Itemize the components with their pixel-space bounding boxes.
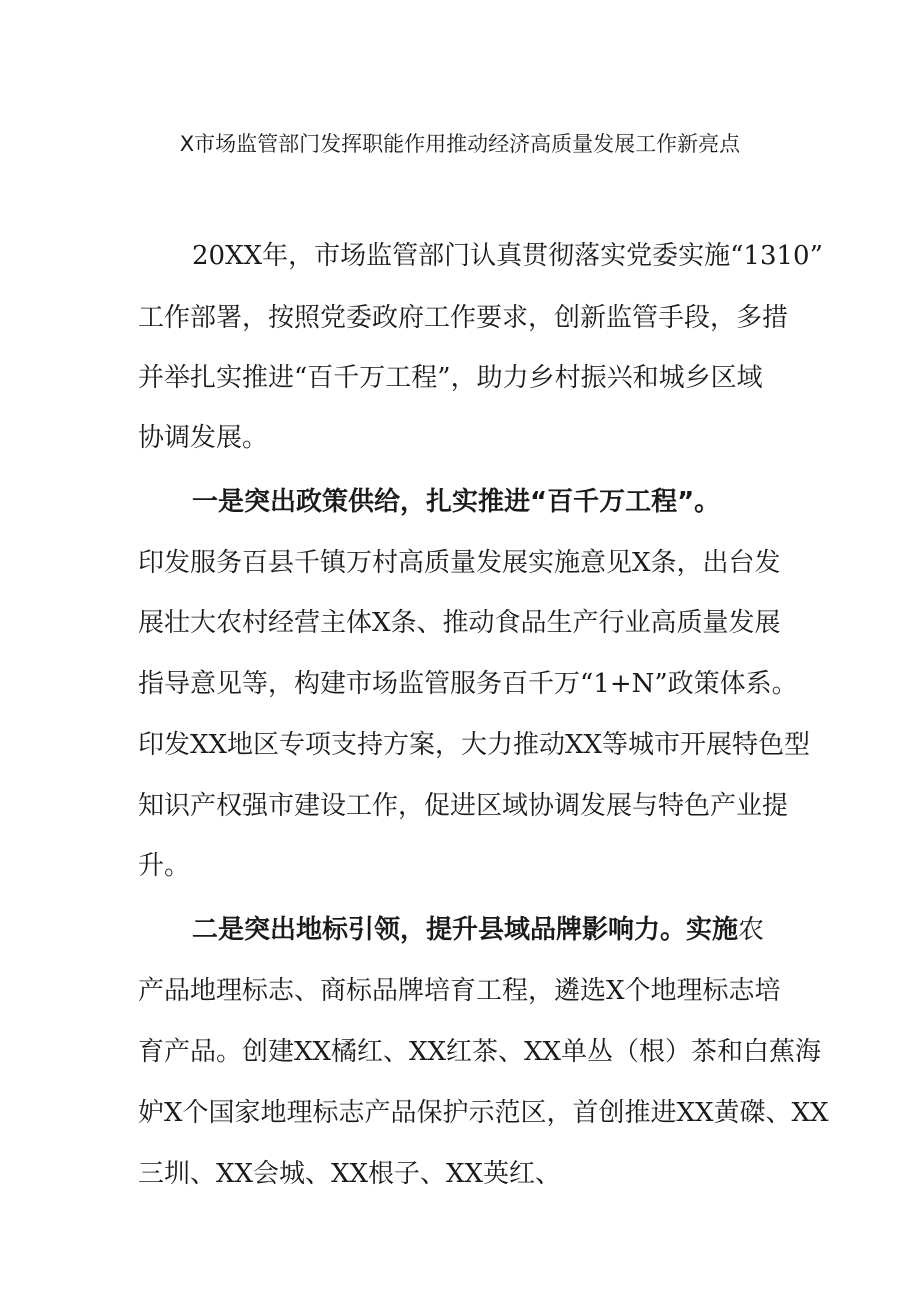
section1-line-2: 展壮大农村经营主体X条、推动食品生产行业高质量发展 [138,608,781,638]
section2-line-1: 产品地理标志、商标品牌培育工程，遴选X个地理标志培 [138,976,781,1006]
section2-line-3: 妒X个国家地理标志产品保护示范区，首创推进XX黄磔、XX [138,1098,829,1128]
intro-line-3: 并举扎实推进“百千万工程”，助力乡村振兴和城乡区域 [138,363,763,393]
section2-line-2: 育产品。创建XX橘红、XX红茶、XX单丛（根）茶和白蕉海 [138,1037,822,1067]
intro-line-2: 工作部署，按照党委政府工作要求，创新监管手段，多措 [138,303,789,333]
section2-line-4: 三圳、XX会城、XX根子、XX英红、 [138,1159,562,1189]
section1-line-1: 印发服务百县千镇万村高质量发展实施意见X条，出台发 [138,548,781,578]
document-title: X市场监管部门发挥职能作用推动经济高质量发展工作新亮点 [179,132,741,156]
intro-line-1: 20XX年，市场监管部门认真贯彻落实党委实施“1310” [192,241,823,271]
intro-line-4: 协调发展。 [138,423,269,453]
section1-heading: 一是突出政策供给，扎实推进“百千万工程”。 [192,487,721,517]
section2-heading-rest: 农 [738,915,765,945]
section1-line-4: 印发XX地区专项支持方案，大力推动XX等城市开展特色型 [138,730,811,760]
section2-heading-line [192,912,764,948]
section1-line-6: 升。 [138,851,191,881]
section2-heading-bold: 二是突出地标引领，提升县域品牌影响力。实施 [192,915,739,945]
section1-line-3: 指导意见等，构建市场监管服务百千万“1+N”政策体系。 [138,669,798,699]
section1-line-5: 知识产权强市建设工作，促进区域协调发展与特色产业提 [138,791,789,821]
